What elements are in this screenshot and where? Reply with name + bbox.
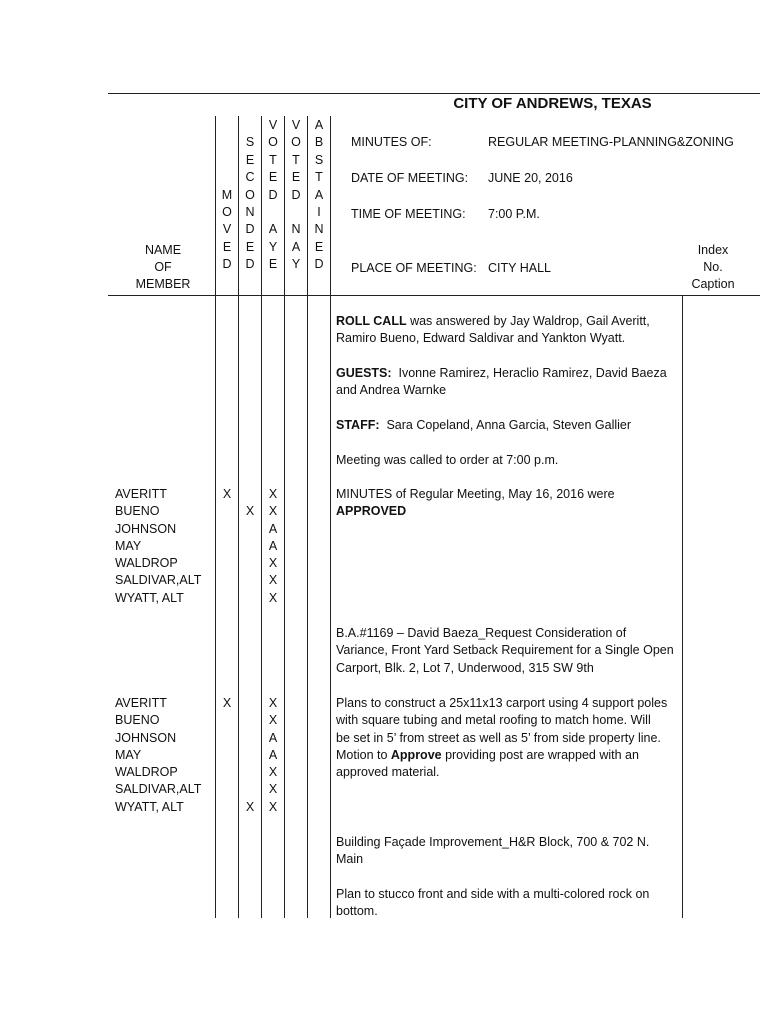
vote-mark [239, 538, 261, 555]
member-name: BUENO [115, 504, 160, 519]
member-name: WALDROP [115, 556, 178, 571]
vote-mark: A [268, 730, 278, 745]
member-name: AVERITT [115, 696, 167, 710]
vote-mark [216, 521, 238, 538]
header-letter: M [221, 187, 233, 202]
name-of-member-header: NAME OF MEMBER [135, 243, 191, 291]
roll-call-paragraph: ROLL CALL was answered by Jay Waldrop, Gail Averitt, Ramiro Bueno, Edward Saldivar and Yankton Wyatt. [336, 314, 650, 346]
top-rule [108, 93, 760, 94]
header-letter: D [268, 187, 278, 202]
header-letter: D [291, 187, 301, 202]
header-letter: S [314, 152, 324, 167]
minutes-approval-paragraph: MINUTES of Regular Meeting, May 16, 2016 were APPROVED [336, 487, 615, 519]
vote1-member-list [115, 486, 201, 607]
vote2-member-list [115, 695, 201, 816]
vote-mark [216, 730, 238, 747]
member-name: JOHNSON [115, 730, 177, 745]
vote-mark [239, 695, 261, 712]
header-letter [239, 117, 261, 134]
vote-mark: X [268, 504, 278, 519]
vote1-moved-marks [216, 486, 238, 607]
header-letter: A [314, 187, 324, 202]
vote-mark: X [222, 696, 232, 710]
staff-paragraph: STAFF: Sara Copeland, Anna Garcia, Steven Gallier [336, 418, 632, 432]
header-letter: D [222, 257, 232, 272]
member-name: WYATT, ALT [115, 799, 184, 814]
header-letter: N [291, 222, 301, 237]
vote-mark [216, 799, 238, 816]
ba-item-paragraph: B.A.#1169 – David Baeza_Request Consideration of Variance, Front Yard Setback Requirement for a Single Open Carport, Blk. 2, Lot 7, Underwood, 315 SW 9th [336, 626, 674, 675]
header-letter: V [222, 222, 232, 237]
header-letter: T [292, 152, 300, 167]
vote-mark [239, 747, 261, 764]
vote-mark: X [268, 782, 278, 797]
header-letter: N [314, 222, 324, 237]
header-letter: B [314, 135, 324, 150]
abstained-column-header [308, 117, 330, 274]
seconded-column-header [239, 117, 261, 274]
minutes-value: REGULAR MEETING-PLANNING&ZONING [488, 135, 734, 149]
header-letter: D [245, 222, 255, 237]
vote-mark: X [245, 799, 255, 814]
vote-mark: X [245, 504, 255, 519]
header-letter [216, 117, 238, 134]
header-letter: E [245, 152, 255, 167]
header-letter: A [291, 239, 301, 254]
vote-mark: X [268, 556, 278, 571]
header-letter: N [245, 204, 255, 219]
header-letter: O [268, 135, 278, 150]
header-letter: I [317, 204, 321, 219]
header-letter [216, 134, 238, 151]
vote-mark: X [268, 590, 278, 605]
guests-paragraph: GUESTS: Ivonne Ramirez, Heraclio Ramirez, David Baeza and Andrea Warnke [336, 366, 667, 398]
member-name: WYATT, ALT [115, 590, 184, 605]
vote-mark [216, 764, 238, 781]
member-name: WALDROP [115, 765, 178, 780]
call-to-order: Meeting was called to order at 7:00 p.m. [336, 453, 559, 467]
vote-mark [216, 503, 238, 520]
vote-mark [216, 712, 238, 729]
header-letter: E [314, 239, 324, 254]
header-letter [285, 204, 307, 221]
header-letter: T [269, 152, 277, 167]
header-letter: E [268, 257, 278, 272]
vote-mark: X [268, 487, 278, 501]
vote-mark: X [268, 696, 278, 710]
header-letter: D [314, 257, 324, 272]
vote1-seconded-marks [239, 486, 261, 607]
vote-mark: X [268, 765, 278, 780]
vote-mark: A [268, 538, 278, 553]
header-letter: O [291, 135, 301, 150]
member-name: JOHNSON [115, 521, 177, 536]
header-letter: C [245, 170, 255, 185]
place-value: CITY HALL [488, 261, 551, 275]
index-caption-header: Index No. Caption [691, 243, 735, 291]
vote-mark: X [268, 799, 278, 814]
vote-mark [216, 572, 238, 589]
member-name: AVERITT [115, 487, 167, 501]
place-label: PLACE OF MEETING: [351, 261, 477, 275]
carport-motion-paragraph: Plans to construct a 25x11x13 carport using 4 support poles with square tubing and metal roofing to match home. Will be set in 5’ from street as well as 5’ from side property line. Motion to Approve providing post are wrapped with an approved material. [336, 696, 668, 780]
voted-nay-column-header [285, 117, 307, 274]
header-letter [216, 169, 238, 186]
date-label: DATE OF MEETING: [351, 171, 469, 185]
header-letter: E [222, 239, 232, 254]
vote-mark [239, 521, 261, 538]
header-letter: V [268, 118, 278, 132]
vote-mark [239, 730, 261, 747]
member-name: SALDIVAR,ALT [115, 573, 202, 588]
time-label: TIME OF MEETING: [351, 207, 466, 221]
member-name: SALDIVAR,ALT [115, 782, 202, 797]
vote-mark [239, 486, 261, 503]
vote-mark: X [222, 487, 232, 501]
index-col-line [682, 296, 683, 918]
header-letter: Y [291, 257, 301, 272]
vote-mark: A [268, 521, 278, 536]
vote-mark [216, 590, 238, 607]
member-name: MAY [115, 747, 142, 762]
minutes-label: MINUTES OF: [351, 135, 432, 149]
header-letter: A [314, 118, 324, 132]
facade-plan-paragraph: Plan to stucco front and side with a multi-colored rock on bottom. [336, 887, 650, 919]
date-value: JUNE 20, 2016 [488, 171, 573, 185]
vote-mark [216, 555, 238, 572]
header-letter: E [245, 239, 255, 254]
header-letter: S [245, 135, 255, 150]
vote-mark [216, 781, 238, 798]
header-letter: T [315, 170, 323, 185]
voted-aye-column-header [262, 117, 284, 274]
header-rule [108, 295, 760, 296]
header-letter: O [245, 187, 255, 202]
vote-mark: A [268, 747, 278, 762]
vote1-aye-marks [262, 486, 284, 607]
header-letter: O [222, 204, 232, 219]
vote-mark [239, 555, 261, 572]
vote-mark: X [268, 573, 278, 588]
header-letter: A [268, 222, 278, 237]
col-line [330, 116, 331, 918]
header-letter: D [245, 257, 255, 272]
header-letter: Y [268, 239, 278, 254]
vote-mark [239, 572, 261, 589]
header-letter: E [291, 170, 301, 185]
header-letter [216, 152, 238, 169]
member-name: BUENO [115, 713, 160, 728]
header-letter [262, 204, 284, 221]
vote-mark [216, 747, 238, 764]
member-name: MAY [115, 538, 142, 553]
vote2-moved-marks [216, 695, 238, 816]
vote-mark [239, 590, 261, 607]
time-value: 7:00 P.M. [488, 207, 540, 221]
vote2-seconded-marks [239, 695, 261, 816]
header-letter: V [291, 118, 301, 132]
header-letter: E [268, 170, 278, 185]
page-title: CITY OF ANDREWS, TEXAS [453, 95, 652, 112]
vote-mark [216, 538, 238, 555]
vote-mark [239, 712, 261, 729]
facade-item-paragraph: Building Façade Improvement_H&R Block, 700 & 702 N. Main [336, 835, 650, 867]
vote-mark [239, 781, 261, 798]
vote-mark: X [268, 713, 278, 728]
vote-mark [239, 764, 261, 781]
moved-column-header [216, 117, 238, 274]
vote2-aye-marks [262, 695, 284, 816]
